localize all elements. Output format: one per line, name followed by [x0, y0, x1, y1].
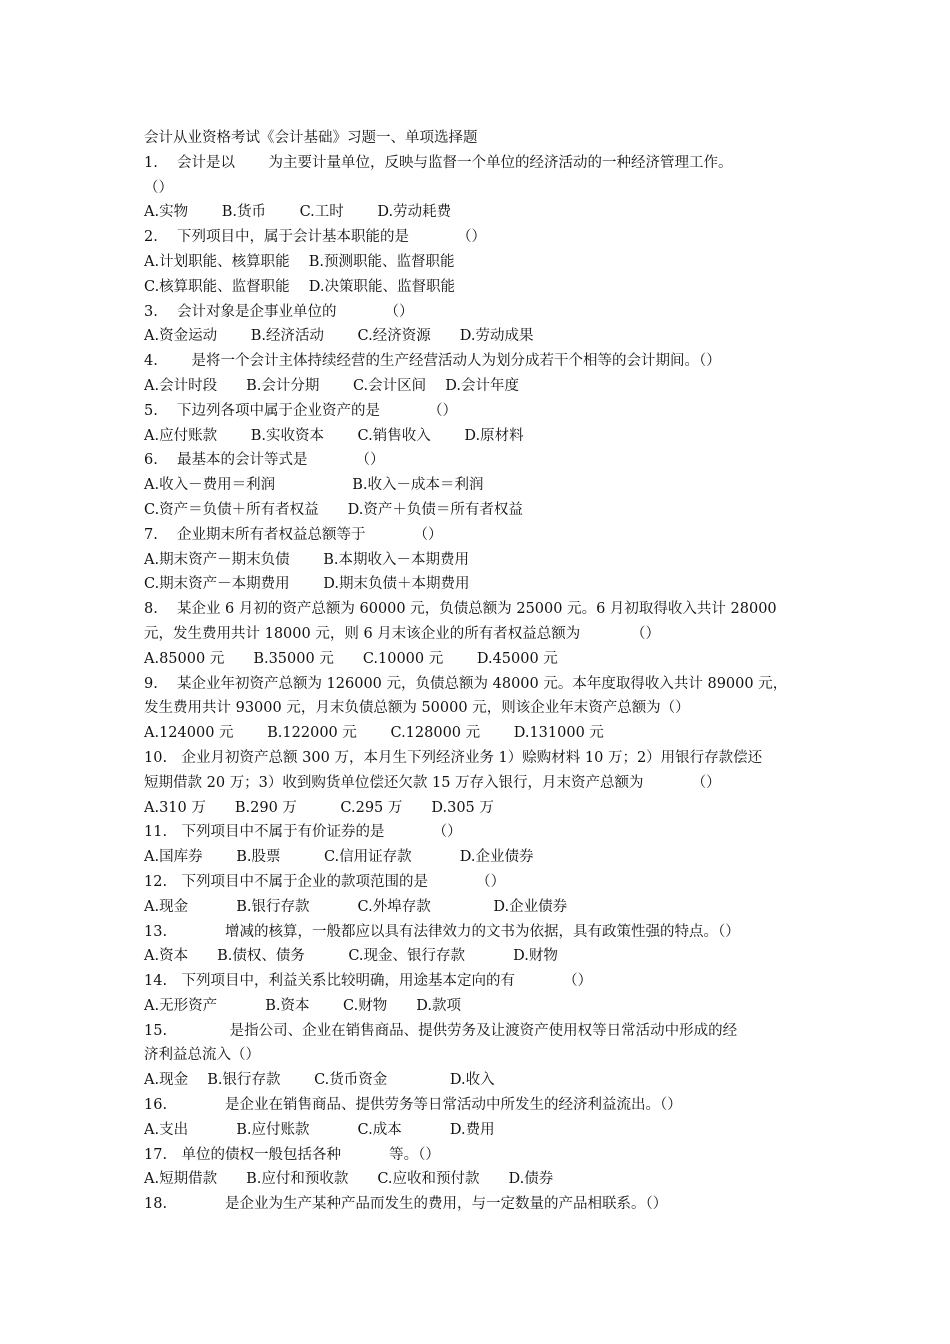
text-line: A.资金运动 B.经济活动 C.经济资源 D.劳动成果: [144, 328, 534, 345]
text-line: A.现金 B.银行存款 C.货币资金 D.收入: [144, 1072, 495, 1089]
text-line: A.应付账款 B.实收资本 C.销售收入 D.原材料: [144, 427, 524, 444]
text-line: 元，发生费用共计 18000 元，则 6 月末该企业的所有者权益总额为 （）: [144, 625, 661, 642]
text-line: 12. 下列项目中不属于企业的款项范围的是 （）: [144, 873, 506, 890]
document-title: 会计从业资格考试《会计基础》习题一、单项选择题: [144, 130, 478, 146]
text-line: 发生费用共计 93000 元，月末负债总额为 50000 元，则该企业年末资产总额为（）: [144, 700, 690, 717]
text-line: 16. 是企业在销售商品、提供劳务等日常活动中所发生的经济利益流出。（）: [144, 1097, 682, 1114]
text-line: A.实物 B.货币 C.工时 D.劳动耗费: [144, 204, 452, 221]
document-body: [144, 126, 844, 1217]
text-line: 5. 下边列各项中属于企业资产的是 （）: [144, 402, 458, 419]
text-line: 11. 下列项目中不属于有价证券的是 （）: [144, 824, 462, 841]
text-line: A.短期借款 B.应付和预收款 C.应收和预付款 D.债券: [144, 1171, 554, 1188]
text-line: 18. 是企业为生产某种产品而发生的费用，与一定数量的产品相联系。（）: [144, 1196, 668, 1213]
text-line: 1. 会计是以 为主要计量单位，反映与监督一个单位的经济活动的一种经济管理工作。: [144, 154, 733, 171]
text-line: A.支出 B.应付账款 C.成本 D.费用: [144, 1121, 495, 1138]
text-line: 4. 是将一个会计主体持续经营的生产经营活动人为划分成若干个相等的会计期间。（）: [144, 353, 721, 370]
text-line: 2. 下列项目中，属于会计基本职能的是 （）: [144, 229, 487, 246]
text-line: 14. 下列项目中，利益关系比较明确，用途基本定向的有 （）: [144, 973, 593, 990]
text-line: 8. 某企业 6 月初的资产总额为 60000 元，负债总额为 25000 元。6 月初取得收入共计 28000: [144, 601, 777, 618]
text-line: A.期末资产－期末负债 B.本期收入－本期费用: [144, 551, 469, 568]
text-line: A.会计时段 B.会计分期 C.会计区间 D.会计年度: [144, 377, 519, 394]
text-line: A.无形资产 B.资本 C.财物 D.款项: [144, 997, 461, 1014]
text-line: 6. 最基本的会计等式是 （）: [144, 452, 385, 469]
text-line: 3. 会计对象是企事业单位的 （）: [144, 303, 414, 320]
text-line: A.收入－费用＝利润 B.收入－成本＝利润: [144, 477, 484, 494]
text-line: C.资产＝负债＋所有者权益 D.资产＋负债＝所有者权益: [144, 501, 523, 518]
text-line: A.国库券 B.股票 C.信用证存款 D.企业债券: [144, 849, 534, 866]
text-line: A.124000 元 B.122000 元 C.128000 元 D.131000 元: [144, 725, 604, 742]
text-line: 10. 企业月初资产总额 300 万，本月生下列经济业务 1）赊购材料 10 万；2）用银行存款偿还: [144, 749, 763, 766]
text-line: 7. 企业期末所有者权益总额等于 （）: [144, 526, 443, 543]
text-line: A.现金 B.银行存款 C.外埠存款 D.企业债券: [144, 898, 568, 915]
text-line: C.核算职能、监督职能 D.决策职能、监督职能: [144, 278, 456, 295]
text-line: 短期借款 20 万；3）收到购货单位偿还欠款 15 万存入银行，月末资产总额为 （）: [144, 774, 721, 791]
text-line: 13. 增减的核算，一般都应以具有法律效力的文书为依据，具有政策性强的特点。（）: [144, 923, 740, 940]
text-line: A.310 万 B.290 万 C.295 万 D.305 万: [144, 799, 494, 816]
text-line: （）: [144, 179, 173, 196]
text-line: 15. 是指公司、企业在销售商品、提供劳务及让渡资产使用权等日常活动中形成的经: [144, 1022, 738, 1039]
text-line: 9. 某企业年初资产总额为 126000 元，负债总额为 48000 元。本年度取得收入共计 89000 元，: [144, 675, 788, 692]
text-line: A.计划职能、核算职能 B.预测职能、监督职能: [144, 253, 455, 270]
text-line: C.期末资产－本期费用 D.期末负债＋本期费用: [144, 576, 470, 593]
text-line: 济利益总流入（）: [144, 1047, 260, 1064]
text-line: 17. 单位的债权一般包括各种 等。（）: [144, 1146, 440, 1163]
text-line: A.85000 元 B.35000 元 C.10000 元 D.45000 元: [144, 650, 558, 667]
text-line: A.资本 B.债权、债务 C.现金、银行存款 D.财物: [144, 948, 558, 965]
